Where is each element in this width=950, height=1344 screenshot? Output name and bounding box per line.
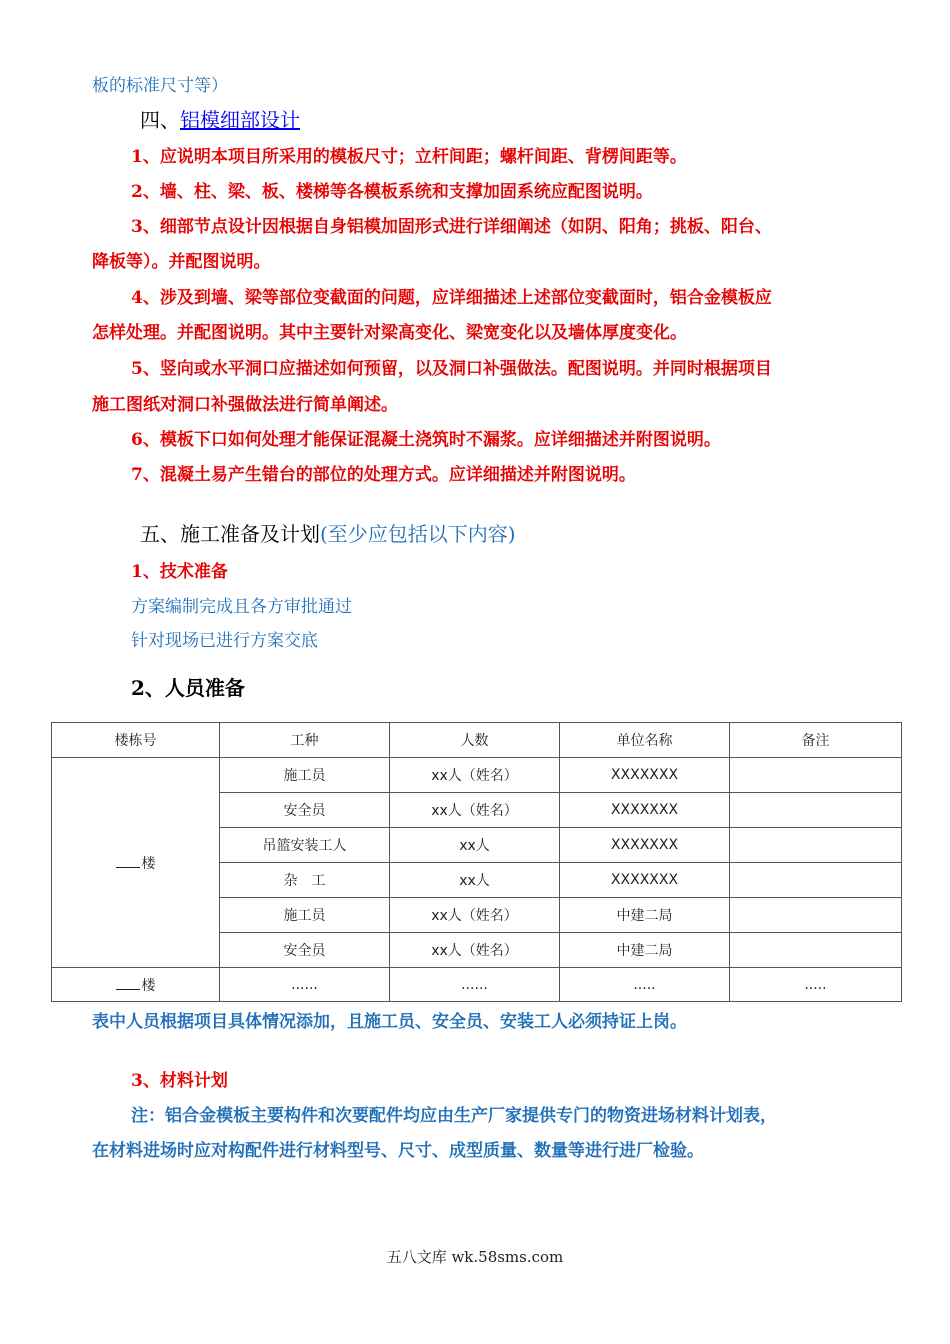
header-unit: 单位名称 — [560, 723, 730, 758]
count-cell: xx人（姓名） — [390, 758, 560, 793]
section4-item: 6、模板下口如何处理才能保证混凝土浇筑时不漏浆。应详细描述并附图说明。 — [131, 430, 721, 450]
trade-cell: 施工员 — [220, 758, 390, 793]
building-label: 楼 — [141, 977, 156, 994]
count-cell: xx人 — [390, 863, 560, 898]
section4-item: 3、细部节点设计因根据自身铝模加固形式进行详细阐述（如阴、阳角；挑板、阳台、 — [131, 217, 772, 237]
section4-item: 4、涉及到墙、梁等部位变截面的问题，应详细描述上述部位变截面时，铝合金模板应 — [131, 288, 772, 308]
count-cell: xx人 — [390, 828, 560, 863]
unit-cell: XXXXXXX — [560, 793, 730, 828]
section4-heading — [140, 107, 300, 133]
building-cell — [52, 758, 220, 968]
remark-cell — [730, 898, 902, 933]
remark-cell — [730, 793, 902, 828]
unit-cell: 中建二局 — [560, 933, 730, 968]
section4-prefix: 四、 — [140, 108, 180, 132]
section4-item-cont: 施工图纸对洞口补强做法进行简单阐述。 — [92, 395, 398, 415]
section5-title: 五、施工准备及计划 — [140, 522, 320, 546]
header-count: 人数 — [390, 723, 560, 758]
trade-cell: 杂 工 — [220, 863, 390, 898]
tech-heading: 1、技术准备 — [131, 562, 228, 582]
remark-cell: ..... — [730, 968, 902, 1002]
section5-note: (至少应包括以下内容) — [320, 522, 516, 546]
unit-cell: XXXXXXX — [560, 863, 730, 898]
section4-item: 5、竖向或水平洞口应描述如何预留，以及洞口补强做法。配图说明。并同时根据项目 — [131, 359, 772, 379]
count-cell: ...... — [390, 968, 560, 1002]
table-header-row — [52, 723, 902, 758]
table-row — [52, 968, 902, 1002]
tech-item: 针对现场已进行方案交底 — [131, 631, 318, 651]
material-note-cont: 在材料进场时应对构配件进行材料型号、尺寸、成型质量、数量等进行进厂检验。 — [92, 1141, 704, 1161]
count-cell: xx人（姓名） — [390, 898, 560, 933]
section4-item: 2、墙、柱、梁、板、楼梯等各模板系统和支撑加固系统应配图说明。 — [131, 182, 653, 202]
page-footer: 五八文库 wk.58sms.com — [386, 1248, 564, 1266]
blank-underline — [116, 977, 140, 990]
trade-cell: ...... — [220, 968, 390, 1002]
remark-cell — [730, 863, 902, 898]
trade-cell: 施工员 — [220, 898, 390, 933]
continuation-line: 板的标准尺寸等） — [92, 76, 228, 96]
table-row — [52, 758, 902, 793]
header-remark: 备注 — [730, 723, 902, 758]
remark-cell — [730, 933, 902, 968]
unit-cell: XXXXXXX — [560, 828, 730, 863]
trade-cell: 安全员 — [220, 933, 390, 968]
trade-cell: 安全员 — [220, 793, 390, 828]
table-note: 表中人员根据项目具体情况添加，且施工员、安全员、安装工人必须持证上岗。 — [92, 1012, 687, 1032]
remark-cell — [730, 828, 902, 863]
section4-item: 7、混凝土易产生错台的部位的处理方式。应详细描述并附图说明。 — [131, 465, 636, 485]
header-building: 楼栋号 — [52, 723, 220, 758]
section4-title-link[interactable]: 铝模细部设计 — [180, 108, 300, 132]
header-trade: 工种 — [220, 723, 390, 758]
building-cell — [52, 968, 220, 1002]
blank-underline — [116, 855, 140, 868]
unit-cell: XXXXXXX — [560, 758, 730, 793]
section4-item-cont: 降板等）。并配图说明。 — [92, 252, 271, 272]
count-cell: xx人（姓名） — [390, 933, 560, 968]
material-heading: 3、材料计划 — [131, 1071, 228, 1091]
staff-table — [51, 722, 902, 1002]
staff-heading: 2、人员准备 — [131, 676, 245, 700]
count-cell: xx人（姓名） — [390, 793, 560, 828]
material-note: 注：铝合金模板主要构件和次要配件均应由生产厂家提供专门的物资进场材料计划表， — [131, 1106, 777, 1126]
unit-cell: ..... — [560, 968, 730, 1002]
section4-item: 1、应说明本项目所采用的模板尺寸；立杆间距；螺杆间距、背楞间距等。 — [131, 147, 687, 167]
unit-cell: 中建二局 — [560, 898, 730, 933]
section4-item-cont: 怎样处理。并配图说明。其中主要针对梁高变化、梁宽变化以及墙体厚度变化。 — [92, 323, 687, 343]
section5-heading — [140, 521, 516, 547]
remark-cell — [730, 758, 902, 793]
tech-item: 方案编制完成且各方审批通过 — [131, 597, 352, 617]
trade-cell: 吊篮安装工人 — [220, 828, 390, 863]
building-label: 楼 — [141, 855, 156, 872]
